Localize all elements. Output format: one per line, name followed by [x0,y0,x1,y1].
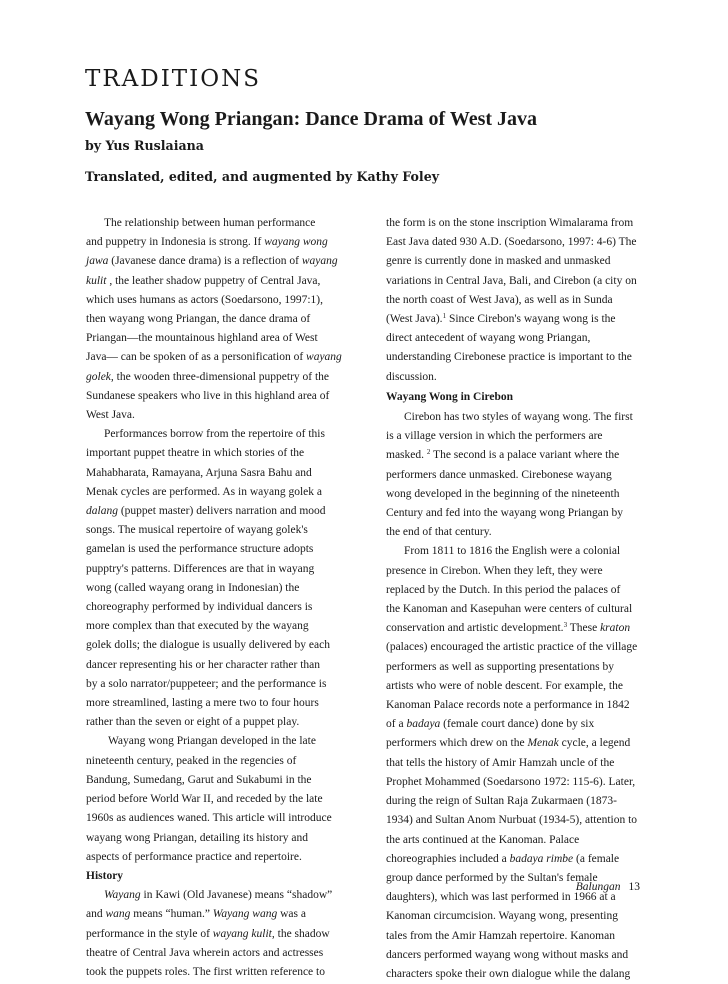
text-line: performers dance unmasked. Cirebonese wayang [386,468,612,481]
text-line: Century and fed into the wayang wong Priangan by [386,507,623,520]
text-line: artists who were of noble descent. For example, the [386,679,623,692]
text-line: 1960s as audiences waned. This article will introduce [86,812,332,825]
text-line: performers which drew on the Menak cycle, a legend [386,737,631,750]
text-line: pupptry's patterns. Differences are that in wayang [86,562,315,575]
text-line: understanding Cirebonese practice is important to the [386,351,632,364]
text-line: The relationship between human performance [104,217,316,229]
section-heading-cirebon: Wayang Wong in Cirebon [386,390,514,403]
page-number: 13 [628,881,640,893]
text-line: tales from the Amir Hamzah repertoire. Kanoman [386,929,615,942]
text-line: Prophet Mohammed (Soedarsono 1972: 115-6). Later, [386,775,636,788]
text-line: Performances borrow from the repertoire of this [104,428,325,441]
text-line: which uses humans as actors (Soedarsono, 1997:1), [86,293,323,306]
text-line: daughters), which was last performed in 1966 at a [386,891,616,904]
text-line: aspects of performance practice and repertoire. [86,850,302,863]
text-line: choreographies included a badaya rimbe (a female [386,852,620,865]
text-line: wayang wong Priangan, detailing its history and [86,831,308,844]
text-line: then wayang wong Priangan, the dance drama of [86,313,311,326]
text-line: more streamlined, lasting a mere two to four hours [86,697,319,710]
text-line: East Java dated 930 A.D. (Soedarsono, 1997: 4-6) The [386,236,637,249]
text-line: Priangan—the mountainous highland area of West [86,332,318,345]
text-line: the Kanoman and Kasepuhan were centers of cultural [386,603,633,616]
text-line: Kanoman circumcision. Wayang wong, presenting [386,910,618,923]
section-heading-history: History [86,869,124,882]
text-line: presence in Cirebon. When they left, they were [386,564,603,577]
text-line: the north coast of West Java), as well as in Sunda [386,293,613,306]
text-line: important puppet theatre in which stories of the [86,447,305,460]
text-line: Wayang wong Priangan developed in the late [108,735,316,748]
text-line: discussion. [386,370,437,383]
text-line: genre is currently done in masked and unmasked [386,255,611,268]
footnote-ref: 3 [563,621,568,630]
text-line: From 1811 to 1816 the English were a colonial [404,545,621,558]
text-line: 1934) and Sultan Anom Nurbuat (1934-5), attention to [386,814,638,827]
text-line: is a village version in which the performers are [386,430,603,443]
text-line: group dance performed by the Sultan's female [386,871,598,884]
text-line: kulit , the leather shadow puppetry of Central Java, [86,274,321,287]
text-line: wong developed in the beginning of the nineteenth [386,487,620,500]
text-line: more complex than that executed by the wayang [86,620,309,633]
text-line: the arts continued at the Kanoman. Palace [386,833,580,846]
text-line: variations in Central Java, Bali, and Cirebon (a city on [386,274,637,287]
text-line: Wayang in Kawi (Old Javanese) means “shadow” [104,889,333,902]
text-line: and puppetry in Indonesia is strong. If wayang wong [86,236,328,249]
text-line: choreography performed by individual dancers is [86,601,313,614]
text-line: masked. $^2$ The second is a palace variant where the [386,448,620,462]
text-line: replaced by the Dutch. In this period the palaces of [386,583,621,596]
text-line: rather than the seven or eight of a puppet play. [86,716,300,729]
text-line: Kanoman Palace records note a performance in 1842 [386,699,630,712]
text-line: West Java. [86,409,135,422]
text-line: the form is on the stone inscription Wimalarama from [386,217,634,229]
text-line: took the puppets roles. The first written reference to [86,965,325,978]
text-line: of a badaya (female court dance) done by six [386,718,595,731]
right-column [386,214,641,984]
text-line: dancer representing his or her character rather than [86,658,321,671]
text-line: by a solo narrator/puppeteer; and the performance is [86,677,327,690]
text-line: Cirebon has two styles of wayang wong. The first [404,411,633,424]
text-line: songs. The musical repertoire of wayang golek's [86,524,308,537]
footnote-ref: 1 [442,312,447,321]
text-line: dalang (puppet master) delivers narration and mood [86,505,326,518]
text-line: (palaces) encouraged the artistic practice of the village [386,641,638,654]
text-line: direct antecedent of wayang wong Priangan, [386,332,591,345]
text-line: Menak cycles are performed. As in wayang golek a [86,485,322,498]
left-column [86,214,348,982]
text-line: theatre of Central Java wherein actors and actresses [86,946,324,959]
text-line: during the reign of Sultan Raja Zukarmaen (1873- [386,795,617,808]
footnote-ref: 2 [426,448,431,457]
text-line: dancers performed wayang wong without masks and [386,948,629,961]
text-line: Sundanese speakers who live in this highland area of [86,389,330,402]
text-line: nineteenth century, peaked in the regencies of [86,754,297,767]
author-byline: by Yus Ruslaiana [85,138,204,153]
text-line: conservation and artistic development.$^3$ These kraton [386,621,631,635]
translator-credit: Translated, edited, and augmented by Kathy Foley [85,169,440,184]
page-footer [576,881,640,893]
text-line: Mahabharata, Ramayana, Arjuna Sasra Bahu and [86,466,312,479]
text-line: performance in the style of wayang kulit, the shadow [86,927,330,940]
text-line: Bandung, Sumedang, Garut and Sukabumi in the [86,773,312,786]
journal-name: Balungan [575,881,621,893]
text-line: the end of that century. [386,526,492,539]
text-line: jawa (Javanese dance drama) is a reflection of wayang [86,255,338,268]
text-line: performers as well as supporting presentations by [386,660,615,673]
text-line: that tells the history of Amir Hamzah uncle of the [386,756,615,769]
text-line: gamelan is used the performance structure adopts [86,543,314,556]
text-line: wong (called wayang orang in Indonesian) the [86,581,300,594]
section-label: TRADITIONS [85,66,261,92]
text-line: and wang means “human.” Wayang wang was a [86,908,306,921]
article-title: Wayang Wong Priangan: Dance Drama of West Java [85,108,538,130]
text-line: (West Java).$^1$ Since Cirebon's wayang wong is the [386,312,616,326]
text-line: Java— can be spoken of as a personification of wayang [86,351,342,364]
text-line: golek, the wooden three-dimensional puppetry of the [86,370,330,383]
text-line: characters spoke their own dialogue while the dalang [386,967,631,980]
text-line: golek dolls; the dialogue is usually delivered by each [86,639,330,652]
text-line: period before World War II, and receded by the late [86,793,323,806]
